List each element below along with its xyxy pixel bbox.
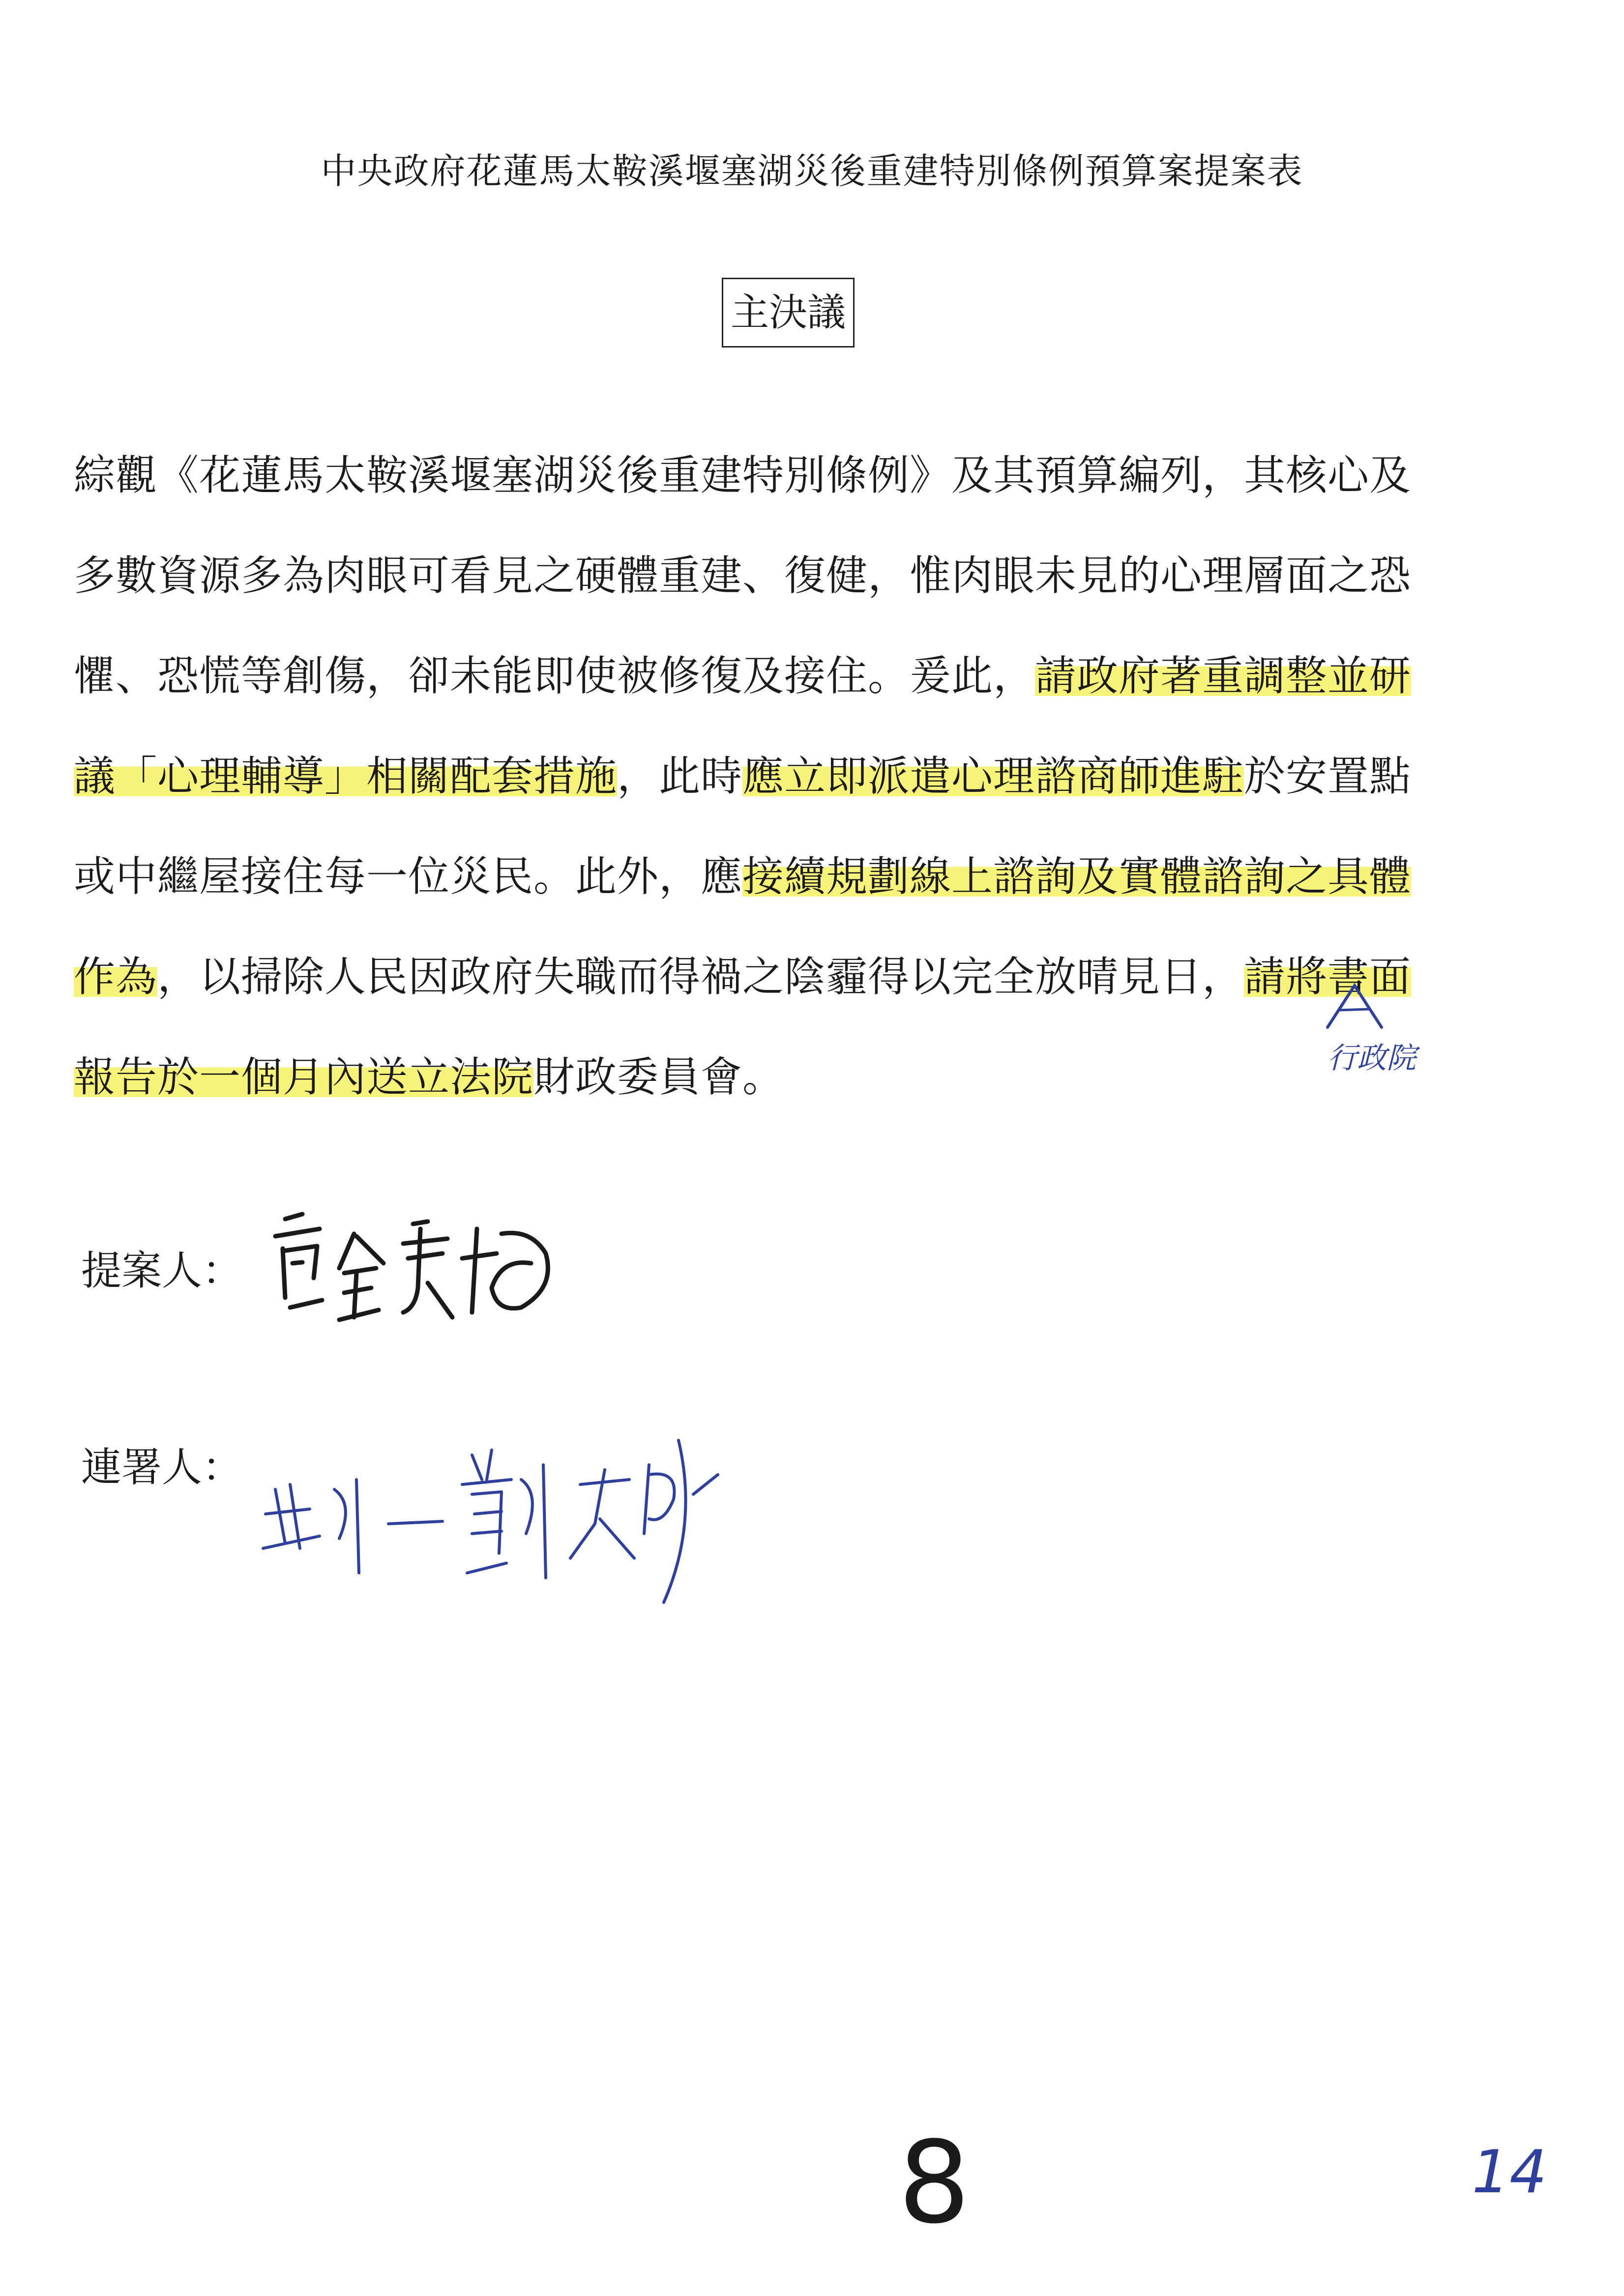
highlighted-text: 接續規劃線上諮詢及實體諮詢之具體 <box>742 852 1412 901</box>
cosigner-label: 連署人： <box>81 1444 243 1491</box>
page-number-text: 8 <box>898 2128 971 2237</box>
cosigner-signatures <box>256 1425 777 1632</box>
body-line <box>74 927 1500 1027</box>
insertion-text: 行政院 <box>1328 1041 1416 1075</box>
document-title: 中央政府花蓮馬太鞍溪堰塞湖災後重建特別條例預算案提案表 <box>321 150 1303 192</box>
corner-number-text: 14 <box>1472 2138 1547 2207</box>
body-text-segment: 懼、恐慌等創傷，卻未能即使被修復及接住。爰此， <box>74 652 1035 700</box>
body-line <box>74 525 1500 626</box>
proposer-signature <box>256 1199 561 1347</box>
body-text-segment: 財政委員會。 <box>533 1053 785 1101</box>
handwritten-insertion-note <box>1298 976 1446 1094</box>
corner-number <box>1455 2133 1564 2214</box>
body-line <box>74 826 1500 927</box>
resolution-body <box>74 425 1500 1127</box>
body-line <box>74 425 1500 525</box>
highlighted-text: 應立即派遣心理諮商師進駐 <box>742 752 1244 800</box>
page-number <box>895 2128 974 2238</box>
body-line <box>74 626 1500 726</box>
body-line <box>74 1027 1500 1127</box>
proposer-label: 提案人： <box>81 1248 243 1294</box>
highlighted-text: 請政府著重調整並研 <box>1035 652 1412 700</box>
section-label-box: 主決議 <box>722 278 855 348</box>
body-text-segment: 於安置點 <box>1244 752 1412 800</box>
insertion-caret-icon <box>1298 976 1446 1040</box>
highlighted-text: 請將書面 <box>1244 953 1412 1001</box>
body-text-segment: 綜觀《花蓮馬太鞍溪堰塞湖災後重建特別條例》及其預算編列，其核心及 <box>74 451 1412 499</box>
body-text-segment: ，此時 <box>617 752 743 800</box>
highlighted-text: 作為 <box>74 953 158 1001</box>
corner-number-glyph <box>1455 2133 1564 2212</box>
body-line <box>74 726 1500 826</box>
body-text-segment: 多數資源多為肉眼可看見之硬體重建、復健，惟肉眼未見的心理層面之恐 <box>74 552 1412 600</box>
highlighted-text: 報告於一個月內送立法院 <box>74 1053 534 1101</box>
body-text-segment: ，以掃除人民因政府失職而得禍之陰霾得以完全放晴見日， <box>157 953 1244 1001</box>
page-number-glyph <box>895 2128 974 2237</box>
body-text-segment: 或中繼屋接住每一位災民。此外，應 <box>74 852 743 901</box>
highlighted-text: 議「心理輔導」相關配套措施 <box>74 752 618 800</box>
